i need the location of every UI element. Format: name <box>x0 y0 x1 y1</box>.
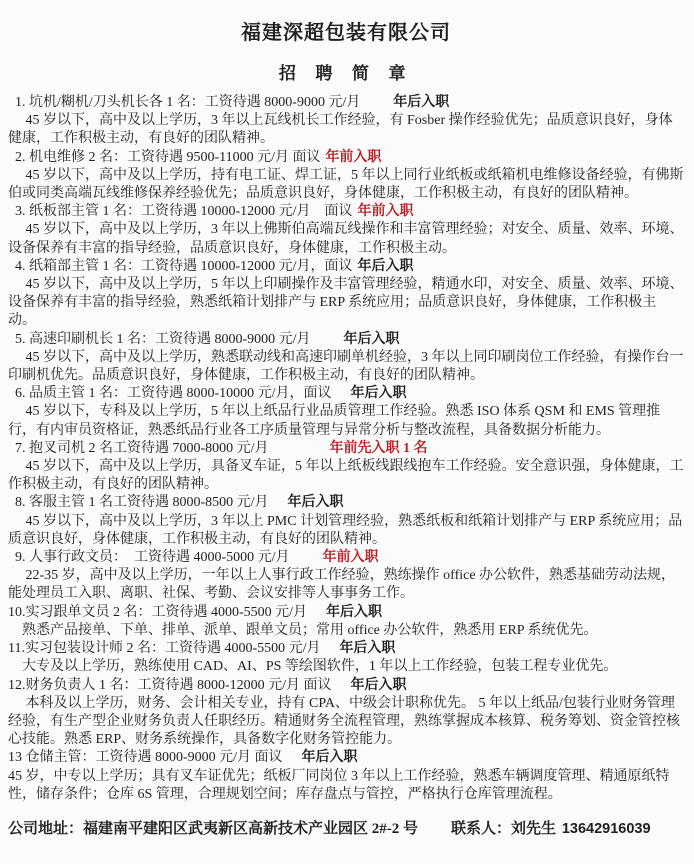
job-header-line <box>8 640 684 658</box>
job-item <box>8 149 684 204</box>
job-entry-time-badge: 年后入职 <box>357 258 414 274</box>
job-title-salary: 高速印刷机长 1 名：工资待遇 8000-9000 元/月 <box>29 331 339 347</box>
footer-address: 公司地址：福建南平建阳区武夷新区高新技术产业园区 2#-2 号 <box>8 820 418 837</box>
job-description: 熟悉产品接单、下单、排单、派单、跟单文员；常用 office 办公软件，熟悉用 ERP 系统优先。 <box>8 622 598 638</box>
job-header-line <box>8 749 684 767</box>
job-item <box>8 94 684 149</box>
job-header-line <box>8 258 684 276</box>
job-title-salary: 品质主管 1 名：工资待遇 8000-10000 元/月，面议 <box>29 386 346 402</box>
job-item <box>8 258 684 331</box>
job-title-salary: 机电维修 2 名：工资待遇 9500-11000 元/月 面议 <box>29 149 321 165</box>
jobs-list <box>8 94 684 804</box>
job-number: 5. <box>15 331 29 347</box>
job-item <box>8 749 684 804</box>
job-number: 1. <box>15 95 29 110</box>
job-item <box>8 549 684 604</box>
job-number: 11. <box>8 641 25 657</box>
job-item <box>8 203 684 258</box>
page-subtitle: 招 聘 简 章 <box>278 64 414 83</box>
job-entry-time-badge: 年前入职 <box>322 550 379 566</box>
job-description: 45 岁以下，高中及以上学历，5 年以上印刷操作及丰富管理经验，精通水印，对安全、质量、效率、环境、设备保养有丰富的指导经验，熟悉纸箱计划排产与 ERP 系统应用；品质意识良好，身体健康，工作积极主动。 <box>8 277 684 329</box>
job-header-line <box>8 494 684 512</box>
job-entry-time-badge: 年后入职 <box>287 495 344 511</box>
job-header-line <box>8 203 684 221</box>
job-header-line <box>8 677 684 695</box>
job-entry-time-badge: 年后入职 <box>325 604 382 620</box>
job-number: 12. <box>8 677 26 693</box>
job-number: 8. <box>15 495 29 511</box>
job-header-line <box>8 604 684 622</box>
job-entry-time-badge: 年前先入职 1 名 <box>329 440 428 456</box>
job-entry-time-badge: 年后入职 <box>339 641 396 657</box>
job-item <box>8 604 684 640</box>
job-entry-time-badge: 年后入职 <box>301 750 358 766</box>
job-number: 10. <box>8 604 26 620</box>
job-number: 9. <box>15 550 29 566</box>
job-description: 22-35 岁，高中及以上学历，一年以上人事行政工作经验，熟练操作 office 办公软件，熟悉基础劳动法规，能处理员工入职、离职、社保、考勤、会议安排等人事事务工作。 <box>8 568 676 602</box>
job-item <box>8 640 684 676</box>
job-title-salary: 抱叉司机 2 名工资待遇 7000-8000 元/月 <box>29 440 325 456</box>
job-entry-time-badge: 年后入职 <box>350 677 407 693</box>
job-item <box>8 385 684 440</box>
job-item <box>8 440 684 495</box>
job-title-salary: 财务负责人 1 名：工资待遇 8000-12000 元/月 面议 <box>25 677 346 693</box>
job-number: 4. <box>15 258 29 274</box>
job-header-line <box>8 440 684 458</box>
job-description: 45 岁以下，专科及以上学历，5 年以上纸品行业品质管理工作经验。熟悉 ISO 体系 QSM 和 EMS 管理推行，有内审员资格证，熟悉纸品行业各工序质量管理与异常分析与整改流程，具备数据分析能力。 <box>8 404 661 438</box>
job-title-salary: 客服主管 1 名工资待遇 8000-8500 元/月 <box>29 495 283 511</box>
job-description: 本科及以上学历，财务、会计相关专业，持有 CPA、中级会计职称优先。 5 年以上纸品/包装行业财务管理经验，有生产型企业财务负责人任职经历。精通财务全流程管理，熟练掌握成本核算、税务筹划、资金管控核心技能。熟悉 ERP、财务系统操作，具备数字化财务管控能力。 <box>8 695 680 748</box>
job-header-line <box>8 549 684 567</box>
job-title-salary: 坑机/糊机/刀头机长各 1 名：工资待遇 8000-9000 元/月 <box>29 95 389 110</box>
job-title-salary: 人事行政文员： 工资待遇 4000-5000 元/月 <box>29 550 318 566</box>
job-header-line <box>8 149 684 167</box>
job-title-salary: 纸箱部主管 1 名：工资待遇 10000-12000 元/月，面议 <box>29 258 353 274</box>
footer-contact: 联系人：刘先生 <box>451 820 557 837</box>
job-number: 13 <box>8 750 26 766</box>
job-description: 45 岁，中专以上学历；具有叉车证优先；纸板厂同岗位 3 年以上工作经验，熟悉车辆调度管理、精通原纸特性，储存条件；仓库 6S 管理，合理规划空间；库存盘点与管控，严格执行仓库管理流程。 <box>8 768 670 802</box>
job-title-salary: 仓储主管：工资待遇 8000-9000 元/月 面议 <box>25 750 297 766</box>
job-description: 45 岁以下，高中及以上学历，熟悉联动线和高速印刷单机经验，3 年以上同印刷岗位工作经验，有操作台一印刷机优先。品质意识良好，身体健康，工作积极主动，有良好的团队精神。 <box>8 349 684 384</box>
job-entry-time-badge: 年后入职 <box>343 331 400 347</box>
job-number: 3. <box>15 204 29 220</box>
job-number: 7. <box>15 440 29 456</box>
job-description: 45 岁以下，高中及以上学历，3 年以上瓦线机长工作经验，有 Fosber 操作经验优先；品质意识良好，身体健康，工作积极主动，有良好的团队精神。 <box>8 113 673 147</box>
job-title-salary: 实习跟单文员 2 名：工资待遇 4000-5500 元/月 <box>25 604 322 620</box>
job-item <box>8 494 684 549</box>
job-title-salary: 实习包装设计师 2 名：工资待遇 4000-5500 元/月 <box>24 641 335 657</box>
job-item <box>8 677 684 750</box>
job-number: 2. <box>15 149 29 165</box>
job-description: 45 岁以下，高中及以上学历，具备叉车证，5 年以上纸板线跟线抱车工作经验。安全意识强，身体健康，工作积极主动，有良好的团队精神。 <box>8 459 684 493</box>
footer-phone: 13642916039 <box>561 820 651 837</box>
job-description: 45 岁以下，高中及以上学历，3 年以上 PMC 计划管理经验，熟悉纸板和纸箱计划排产与 ERP 系统应用；品质意识良好，身体健康，工作积极主动，有良好的团队精神。 <box>8 513 683 547</box>
job-header-line <box>8 331 684 349</box>
job-description: 大专及以上学历，熟练使用 CAD、AI、PS 等绘图软件，1 年以上工作经验，包装工程专业优先。 <box>8 659 618 675</box>
page-footer <box>8 817 684 838</box>
job-entry-time-badge: 年后入职 <box>393 95 450 110</box>
job-entry-time-badge: 年前入职 <box>357 204 414 220</box>
job-header-line <box>8 94 684 112</box>
job-entry-time-badge: 年前入职 <box>325 149 382 165</box>
job-description: 45 岁以下，高中及以上学历，持有电工证、焊工证，5 年以上同行业纸板或纸箱机电维修设备经验，有佛斯伯或同类高端瓦线维修保养经验优先；品质意识良好，身体健康，工作积极主动，有良好的团队精神。 <box>8 167 684 202</box>
job-number: 6. <box>15 386 29 402</box>
job-description: 45 岁以下，高中及以上学历，3 年以上佛斯伯高端瓦线操作和丰富管理经验；对安全、质量、效率、环境、设备保养有丰富的指导经验，品质意识良好，身体健康，工作积极主动。 <box>8 222 684 256</box>
job-item <box>8 331 684 386</box>
job-title-salary: 纸板部主管 1 名：工资待遇 10000-12000 元/月 面议 <box>29 204 353 220</box>
page-title: 福建深超包装有限公司 <box>241 22 451 44</box>
job-entry-time-badge: 年后入职 <box>350 386 407 402</box>
job-header-line <box>8 385 684 403</box>
